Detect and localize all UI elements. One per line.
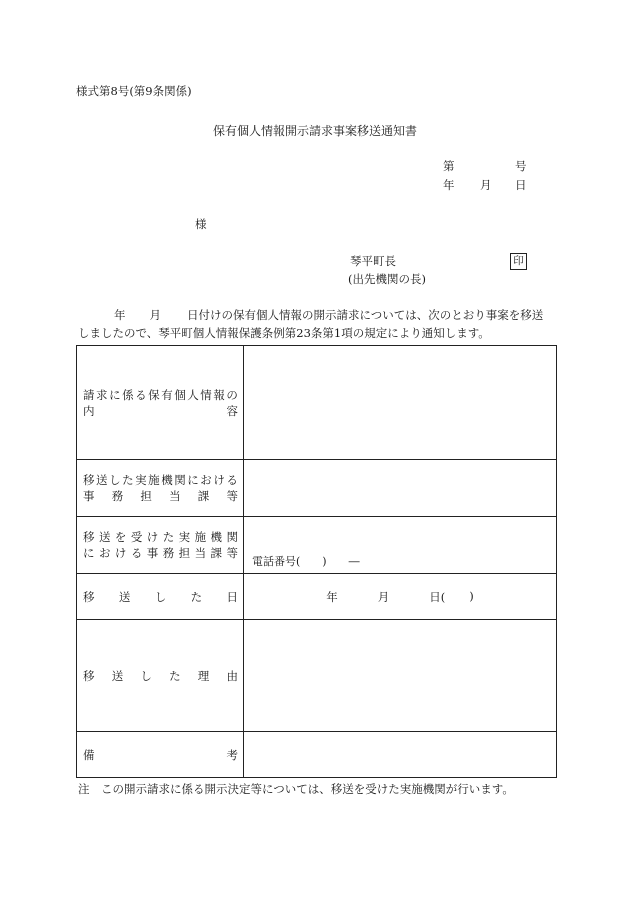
label-char: 移 (83, 473, 95, 487)
label-char: 施 (194, 530, 207, 544)
label-line (83, 529, 238, 545)
row-label-transfer-reason (77, 620, 244, 732)
label-char: し (140, 668, 152, 683)
label-char: た (122, 473, 134, 487)
label-char: 担 (140, 489, 152, 503)
date-day: 日( (429, 589, 446, 604)
label-char: 人 (187, 387, 199, 402)
seal-stamp: 印 (510, 253, 527, 270)
issue-date-month: 月 (480, 178, 492, 192)
label-char: 請 (83, 387, 95, 402)
label-char: 送 (111, 668, 124, 683)
label-char: 実 (178, 530, 191, 544)
label-line (83, 747, 238, 763)
body-line1-text: 日付けの保有個人情報の開示請求については、次のとおり事案を移送 (187, 308, 544, 322)
label-line (83, 403, 238, 419)
label-line (83, 668, 238, 684)
label-char: 務 (162, 546, 175, 560)
issue-date-year: 年 (443, 178, 455, 192)
label-char: 当 (194, 546, 207, 560)
label-line (83, 472, 238, 488)
label-char: 移 (83, 668, 95, 683)
label-char: 課 (210, 546, 222, 560)
label-char: 内 (83, 403, 95, 418)
label-char: お (98, 546, 111, 560)
table-row-transfer-date (77, 574, 557, 620)
label-char: た (169, 668, 181, 683)
footnote: 注 この開示請求に係る開示決定等については、移送を受けた実施機関が行います。 (78, 782, 514, 796)
label-char: に (109, 387, 121, 402)
label-char: 等 (226, 546, 238, 560)
label-char: 移 (83, 589, 95, 604)
body-year: 年 (114, 308, 126, 322)
label-char: る (135, 387, 147, 402)
date-year: 年 (326, 589, 338, 604)
label-char: の (226, 387, 238, 402)
table-row-remarks (77, 732, 557, 778)
body-text-line-2: しましたので、琴平町個人情報保護条例第23条第1項の規定により通知します。 (78, 326, 490, 340)
label-char: 受 (130, 530, 143, 544)
label-char: 等 (226, 489, 238, 503)
form-number-label: 様式第8号(第9条関係) (76, 84, 192, 98)
row-label-transfer-date (77, 574, 244, 620)
label-char: 保 (148, 387, 160, 402)
label-char: に (83, 546, 95, 560)
label-line (83, 488, 238, 504)
row-label-receiving-office (77, 517, 244, 574)
sender-subtitle: (出先機関の長) (348, 272, 426, 286)
label-char: け (114, 546, 127, 560)
transfer-details-table (76, 345, 557, 778)
row-value-transfer-date[interactable] (244, 574, 557, 620)
label-char: 事 (146, 546, 159, 560)
date-close: ) (469, 588, 474, 603)
row-value-remarks[interactable] (244, 732, 557, 778)
label-char: る (226, 473, 238, 487)
label-char: 当 (169, 489, 181, 503)
label-char: し (154, 589, 167, 604)
label-char: た (190, 589, 203, 604)
document-title: 保有個人情報開示請求事案移送通知書 (212, 124, 417, 138)
sender-name: 琴平町長 (350, 254, 396, 268)
label-char: 報 (213, 387, 225, 402)
label-char: 担 (178, 546, 191, 560)
label-char: お (200, 473, 212, 487)
doc-number-prefix: 第 (443, 159, 455, 173)
label-char: を (114, 530, 127, 544)
date-month: 月 (377, 589, 390, 604)
row-label-remarks (77, 732, 244, 778)
label-char: 関 (174, 473, 186, 487)
label-char: け (146, 530, 159, 544)
row-label-transferring-office (77, 460, 244, 517)
table-row-transferring-office (77, 460, 557, 517)
label-char: 課 (197, 489, 210, 503)
doc-number-suffix: 号 (515, 159, 527, 173)
label-line (83, 545, 238, 561)
table-row-receiving-office (77, 517, 557, 574)
body-month: 月 (149, 308, 161, 322)
label-char: 日 (226, 589, 238, 604)
label-char: 考 (226, 747, 238, 762)
label-line (83, 387, 238, 403)
addressee-suffix: 様 (195, 217, 207, 231)
label-char: 送 (96, 473, 108, 487)
label-char: 務 (111, 489, 124, 503)
phone-number-field: 電話番号( ) ― (252, 555, 360, 568)
label-char: る (130, 546, 143, 560)
label-char: 事 (83, 489, 95, 503)
row-label-requested-info-content (77, 346, 244, 460)
table-row-requested-info-content (77, 346, 557, 460)
label-char: 理 (197, 668, 210, 683)
table-row-transfer-reason (77, 620, 557, 732)
label-char: 機 (210, 530, 222, 544)
label-char: 由 (226, 668, 238, 683)
label-char: 係 (122, 387, 134, 402)
row-value-transferring-office[interactable] (244, 460, 557, 517)
label-line (83, 589, 238, 605)
row-value-requested-info-content[interactable] (244, 346, 557, 460)
label-char: 備 (83, 747, 95, 762)
label-char: 関 (226, 530, 238, 544)
row-value-transfer-reason[interactable] (244, 620, 557, 732)
label-char: 送 (98, 530, 111, 544)
label-char: た (162, 530, 175, 544)
label-char: 機 (161, 473, 173, 487)
label-char: け (213, 473, 225, 487)
transfer-date-field (244, 589, 556, 605)
label-char: 施 (148, 473, 160, 487)
issue-date-day: 日 (515, 178, 527, 192)
row-value-receiving-office[interactable] (244, 517, 557, 574)
label-char: 個 (174, 387, 186, 402)
body-text-line-1 (78, 310, 543, 322)
label-char: し (109, 473, 121, 487)
label-char: に (187, 473, 199, 487)
label-char: 情 (200, 387, 212, 402)
label-char: 送 (118, 589, 131, 604)
label-char: 容 (226, 403, 238, 418)
label-char: 実 (135, 473, 147, 487)
label-char: 求 (96, 387, 108, 402)
label-char: 移 (83, 530, 95, 544)
label-char: 有 (161, 387, 173, 402)
